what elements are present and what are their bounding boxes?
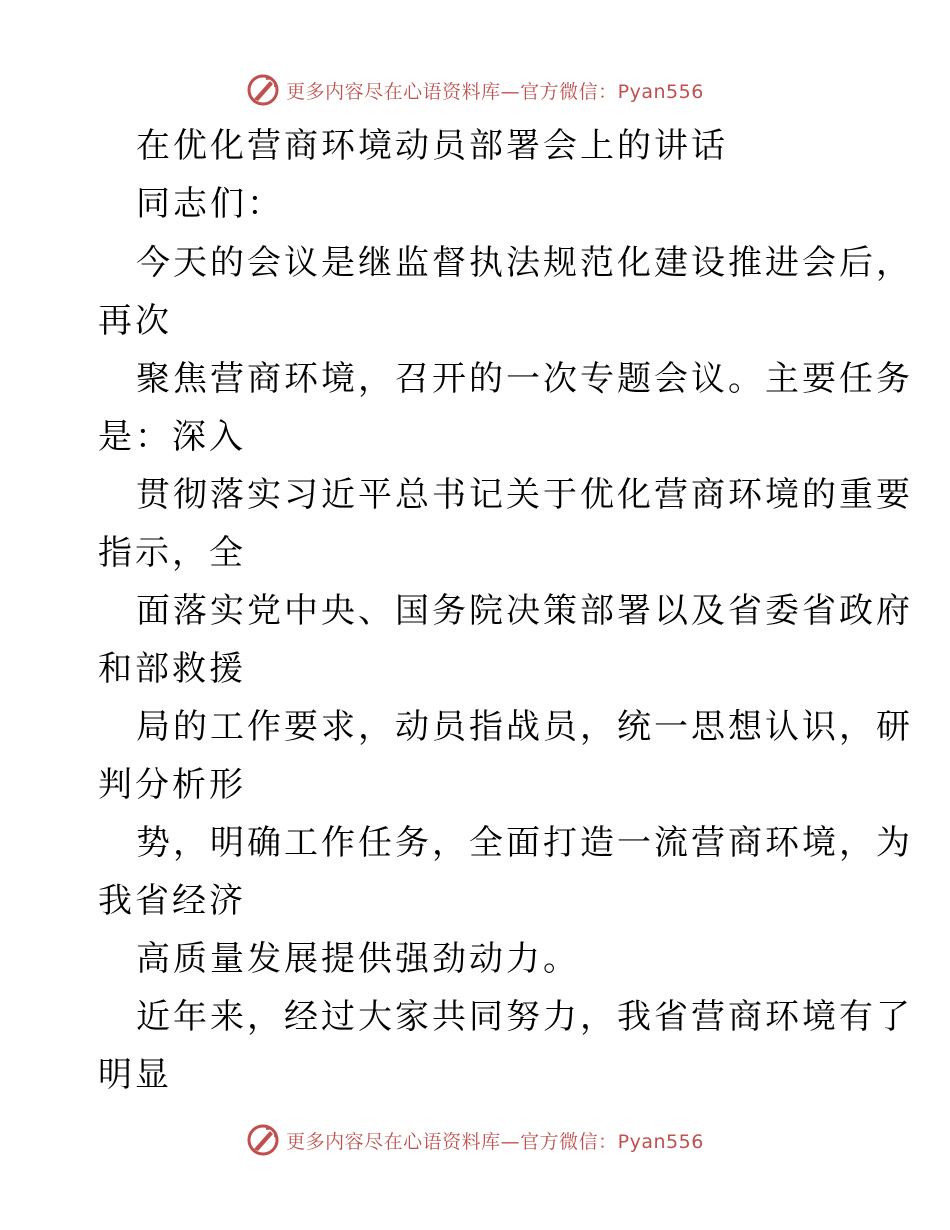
document-line: 近年来，经过大家共同努力，我省营商环境有了 [136,997,913,1037]
salutation: 同志们： [136,184,284,224]
document-line: 贯彻落实习近平总书记关于优化营商环境的重要 [136,475,913,515]
header-banner-text: 更多内容尽在心语资料库—官方微信：Pyan556 [286,80,704,103]
document-line: 今天的会议是继监督执法规范化建设推进会后， [136,243,913,283]
document-line: 局的工作要求，动员指战员，统一思想认识，研 [136,707,913,747]
document-line: 是：深入 [98,417,246,457]
document-line: 聚焦营商环境，召开的一次专题会议。主要任务 [136,359,913,399]
document-title: 在优化营商环境动员部署会上的讲话 [136,126,728,166]
footer-banner [0,1120,950,1160]
document-line: 判分析形 [98,765,246,805]
document-line: 指示，全 [98,533,246,573]
document-line: 面落实党中央、国务院决策部署以及省委省政府 [136,591,913,631]
footer-banner-content [246,1123,704,1157]
document-line: 我省经济 [98,881,246,921]
quill-logo-icon [246,1123,280,1157]
document-line: 势，明确工作任务，全面打造一流营商环境，为 [136,823,913,863]
header-banner-content [246,73,704,107]
header-banner [0,70,950,110]
document-line: 和部救援 [98,649,246,689]
footer-banner-text: 更多内容尽在心语资料库—官方微信：Pyan556 [286,1130,704,1153]
document-line: 再次 [98,301,172,341]
quill-logo-icon [246,73,280,107]
document-line: 高质量发展提供强劲动力。 [136,939,580,979]
document-line: 明显 [98,1055,172,1095]
